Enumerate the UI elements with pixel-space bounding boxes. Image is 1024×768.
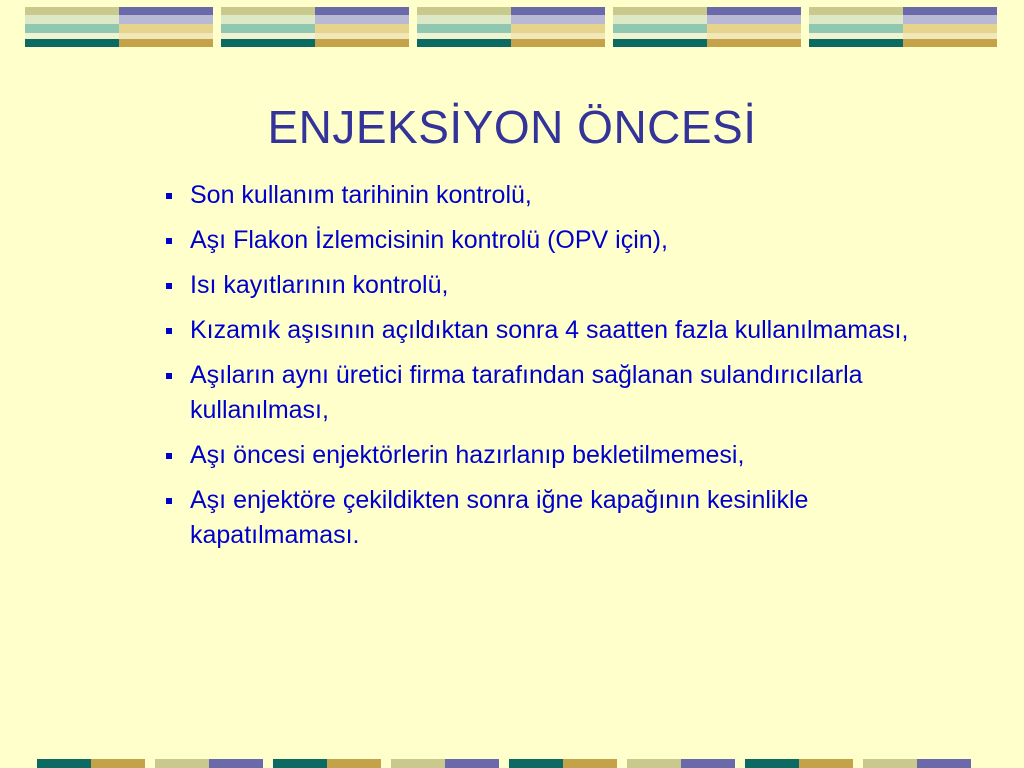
- bullet-item: [162, 268, 942, 303]
- bullet-text: Kızamık aşısının açıldıktan sonra 4 saatten fazla kullanılmaması,: [190, 316, 909, 344]
- square-bullet-icon: [166, 238, 172, 244]
- decorative-stripe-segment: [209, 759, 263, 768]
- bullet-item: [162, 358, 942, 428]
- decorative-stripe-segment: [509, 759, 563, 768]
- bullet-text: Isı kayıtlarının kontrolü,: [190, 271, 449, 299]
- bullet-item: [162, 223, 942, 258]
- decorative-stripe-segment: [917, 759, 971, 768]
- bullet-text: Aşı enjektöre çekildikten sonra iğne kapağının kesinlikle kapatılmaması.: [190, 486, 809, 549]
- bullet-item: [162, 438, 942, 473]
- bullet-item: [162, 313, 942, 348]
- decorative-stripe-segment: [863, 759, 917, 768]
- decorative-stripe-block: [221, 7, 409, 47]
- decorative-stripe-block: [613, 7, 801, 47]
- bullet-text: Aşıların aynı üretici firma tarafından sağlanan sulandırıcılarla kullanılması,: [190, 361, 863, 424]
- bullet-text: Aşı Flakon İzlemcisinin kontrolü (OPV için),: [190, 226, 668, 254]
- decorative-stripe-block: [417, 7, 605, 47]
- decorative-stripe-segment: [155, 759, 209, 768]
- decorative-stripe-segment: [445, 759, 499, 768]
- square-bullet-icon: [166, 498, 172, 504]
- top-decorative-band: [0, 7, 1024, 47]
- square-bullet-icon: [166, 373, 172, 379]
- decorative-stripe-segment: [745, 759, 799, 768]
- decorative-stripe-segment: [37, 759, 91, 768]
- decorative-stripe-block: [809, 7, 997, 47]
- decorative-stripe-segment: [273, 759, 327, 768]
- bullet-text: Son kullanım tarihinin kontrolü,: [190, 181, 532, 209]
- bullet-item: [162, 178, 942, 213]
- bullet-text: Aşı öncesi enjektörlerin hazırlanıp bekletilmemesi,: [190, 441, 745, 469]
- bullet-item: [162, 483, 942, 553]
- decorative-stripe-segment: [799, 759, 853, 768]
- decorative-stripe-segment: [91, 759, 145, 768]
- square-bullet-icon: [166, 283, 172, 289]
- square-bullet-icon: [166, 453, 172, 459]
- decorative-stripe-segment: [327, 759, 381, 768]
- decorative-stripe-segment: [563, 759, 617, 768]
- bullet-list: [162, 178, 942, 563]
- square-bullet-icon: [166, 193, 172, 199]
- slide-title: ENJEKSİYON ÖNCESİ: [267, 101, 757, 153]
- square-bullet-icon: [166, 328, 172, 334]
- decorative-stripe-segment: [391, 759, 445, 768]
- bottom-decorative-band: [0, 759, 1024, 768]
- decorative-stripe-segment: [681, 759, 735, 768]
- decorative-stripe-block: [25, 7, 213, 47]
- decorative-stripe-segment: [627, 759, 681, 768]
